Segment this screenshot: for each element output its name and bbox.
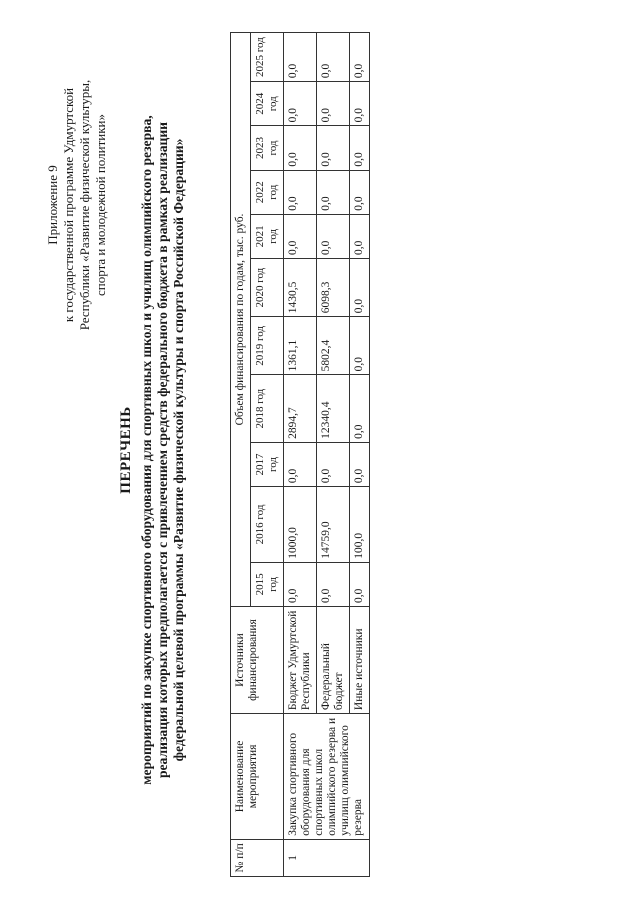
header-year: 2018 год xyxy=(251,375,284,443)
funding-value: 1361,1 xyxy=(284,317,317,375)
funding-value: 0,0 xyxy=(350,170,370,214)
funding-value: 0,0 xyxy=(317,442,350,486)
funding-value: 1430,5 xyxy=(284,259,317,317)
funding-value: 0,0 xyxy=(284,442,317,486)
header-name: Наименование мероприятия xyxy=(231,714,284,840)
funding-value: 0,0 xyxy=(350,126,370,170)
funding-value: 12340,4 xyxy=(317,375,350,443)
header-year: 2023 год xyxy=(251,126,284,170)
funding-value: 0,0 xyxy=(317,170,350,214)
funding-value: 0,0 xyxy=(317,126,350,170)
funding-value: 6098,3 xyxy=(317,259,350,317)
header-year: 2016 год xyxy=(251,487,284,563)
document-heading xyxy=(118,20,187,880)
header-year: 2020 год xyxy=(251,259,284,317)
header-year: 2017 год xyxy=(251,442,284,486)
funding-value: 0,0 xyxy=(317,562,350,606)
funding-value: 0,0 xyxy=(350,82,370,126)
funding-value: 0,0 xyxy=(317,214,350,258)
funding-source: Иные источники xyxy=(350,606,370,713)
appendix-note xyxy=(45,40,109,370)
document-title: ПЕРЕЧЕНЬ xyxy=(118,406,134,494)
funding-value: 0,0 xyxy=(317,33,350,82)
header-year: 2015 год xyxy=(251,562,284,606)
item-number: 1 xyxy=(284,839,370,876)
table-row xyxy=(284,33,317,877)
funding-value: 5802,4 xyxy=(317,317,350,375)
funding-value: 0,0 xyxy=(350,375,370,443)
funding-value: 0,0 xyxy=(350,33,370,82)
appendix-line: к государственной программе Удмуртской xyxy=(61,87,76,323)
header-number: № п/п xyxy=(231,839,284,876)
funding-value: 0,0 xyxy=(350,442,370,486)
header-year: 2024 год xyxy=(251,82,284,126)
header-year: 2022 год xyxy=(251,170,284,214)
funding-value: 0,0 xyxy=(284,214,317,258)
header-year: 2021 год xyxy=(251,214,284,258)
funding-value: 1000,0 xyxy=(284,487,317,563)
funding-table xyxy=(230,32,370,877)
header-source: Источники финансирования xyxy=(231,606,284,713)
funding-value: 0,0 xyxy=(350,562,370,606)
header-year: 2019 год xyxy=(251,317,284,375)
funding-value: 2894,7 xyxy=(284,375,317,443)
funding-value: 0,0 xyxy=(284,82,317,126)
heading-line: реализация которых предполагается с привлечением средств федерального бюджета в рамках реализации xyxy=(155,121,170,779)
funding-value: 0,0 xyxy=(284,33,317,82)
appendix-line: Республики «Развитие физической культуры, xyxy=(77,79,92,331)
appendix-line: спорта и молодежной политики» xyxy=(93,114,108,296)
funding-value: 14759,0 xyxy=(317,487,350,563)
funding-source: Федеральный бюджет xyxy=(317,606,350,713)
funding-value: 100,0 xyxy=(350,487,370,563)
funding-value: 0,0 xyxy=(350,317,370,375)
funding-value: 0,0 xyxy=(284,126,317,170)
header-year: 2025 год xyxy=(251,33,284,82)
heading-line: федеральной целевой программы «Развитие физической культуры и спорта Российской Федерации» xyxy=(171,138,186,762)
funding-value: 0,0 xyxy=(317,82,350,126)
funding-value: 0,0 xyxy=(284,562,317,606)
funding-source: Бюджет Удмуртской Республики xyxy=(284,606,317,713)
table-header-row xyxy=(231,33,251,877)
funding-value: 0,0 xyxy=(284,170,317,214)
item-name: Закупка спортивного оборудования для спортивных школ олимпийского резерва и училищ олимпийского резерва xyxy=(284,714,370,840)
header-funding-group: Объем финансирования по годам, тыс. руб. xyxy=(231,33,251,607)
funding-value: 0,0 xyxy=(350,259,370,317)
appendix-line: Приложение 9 xyxy=(45,165,60,245)
funding-value: 0,0 xyxy=(350,214,370,258)
heading-line: мероприятий по закупке спортивного оборудования для спортивных школ и училищ олимпийского резерва, xyxy=(139,115,154,785)
